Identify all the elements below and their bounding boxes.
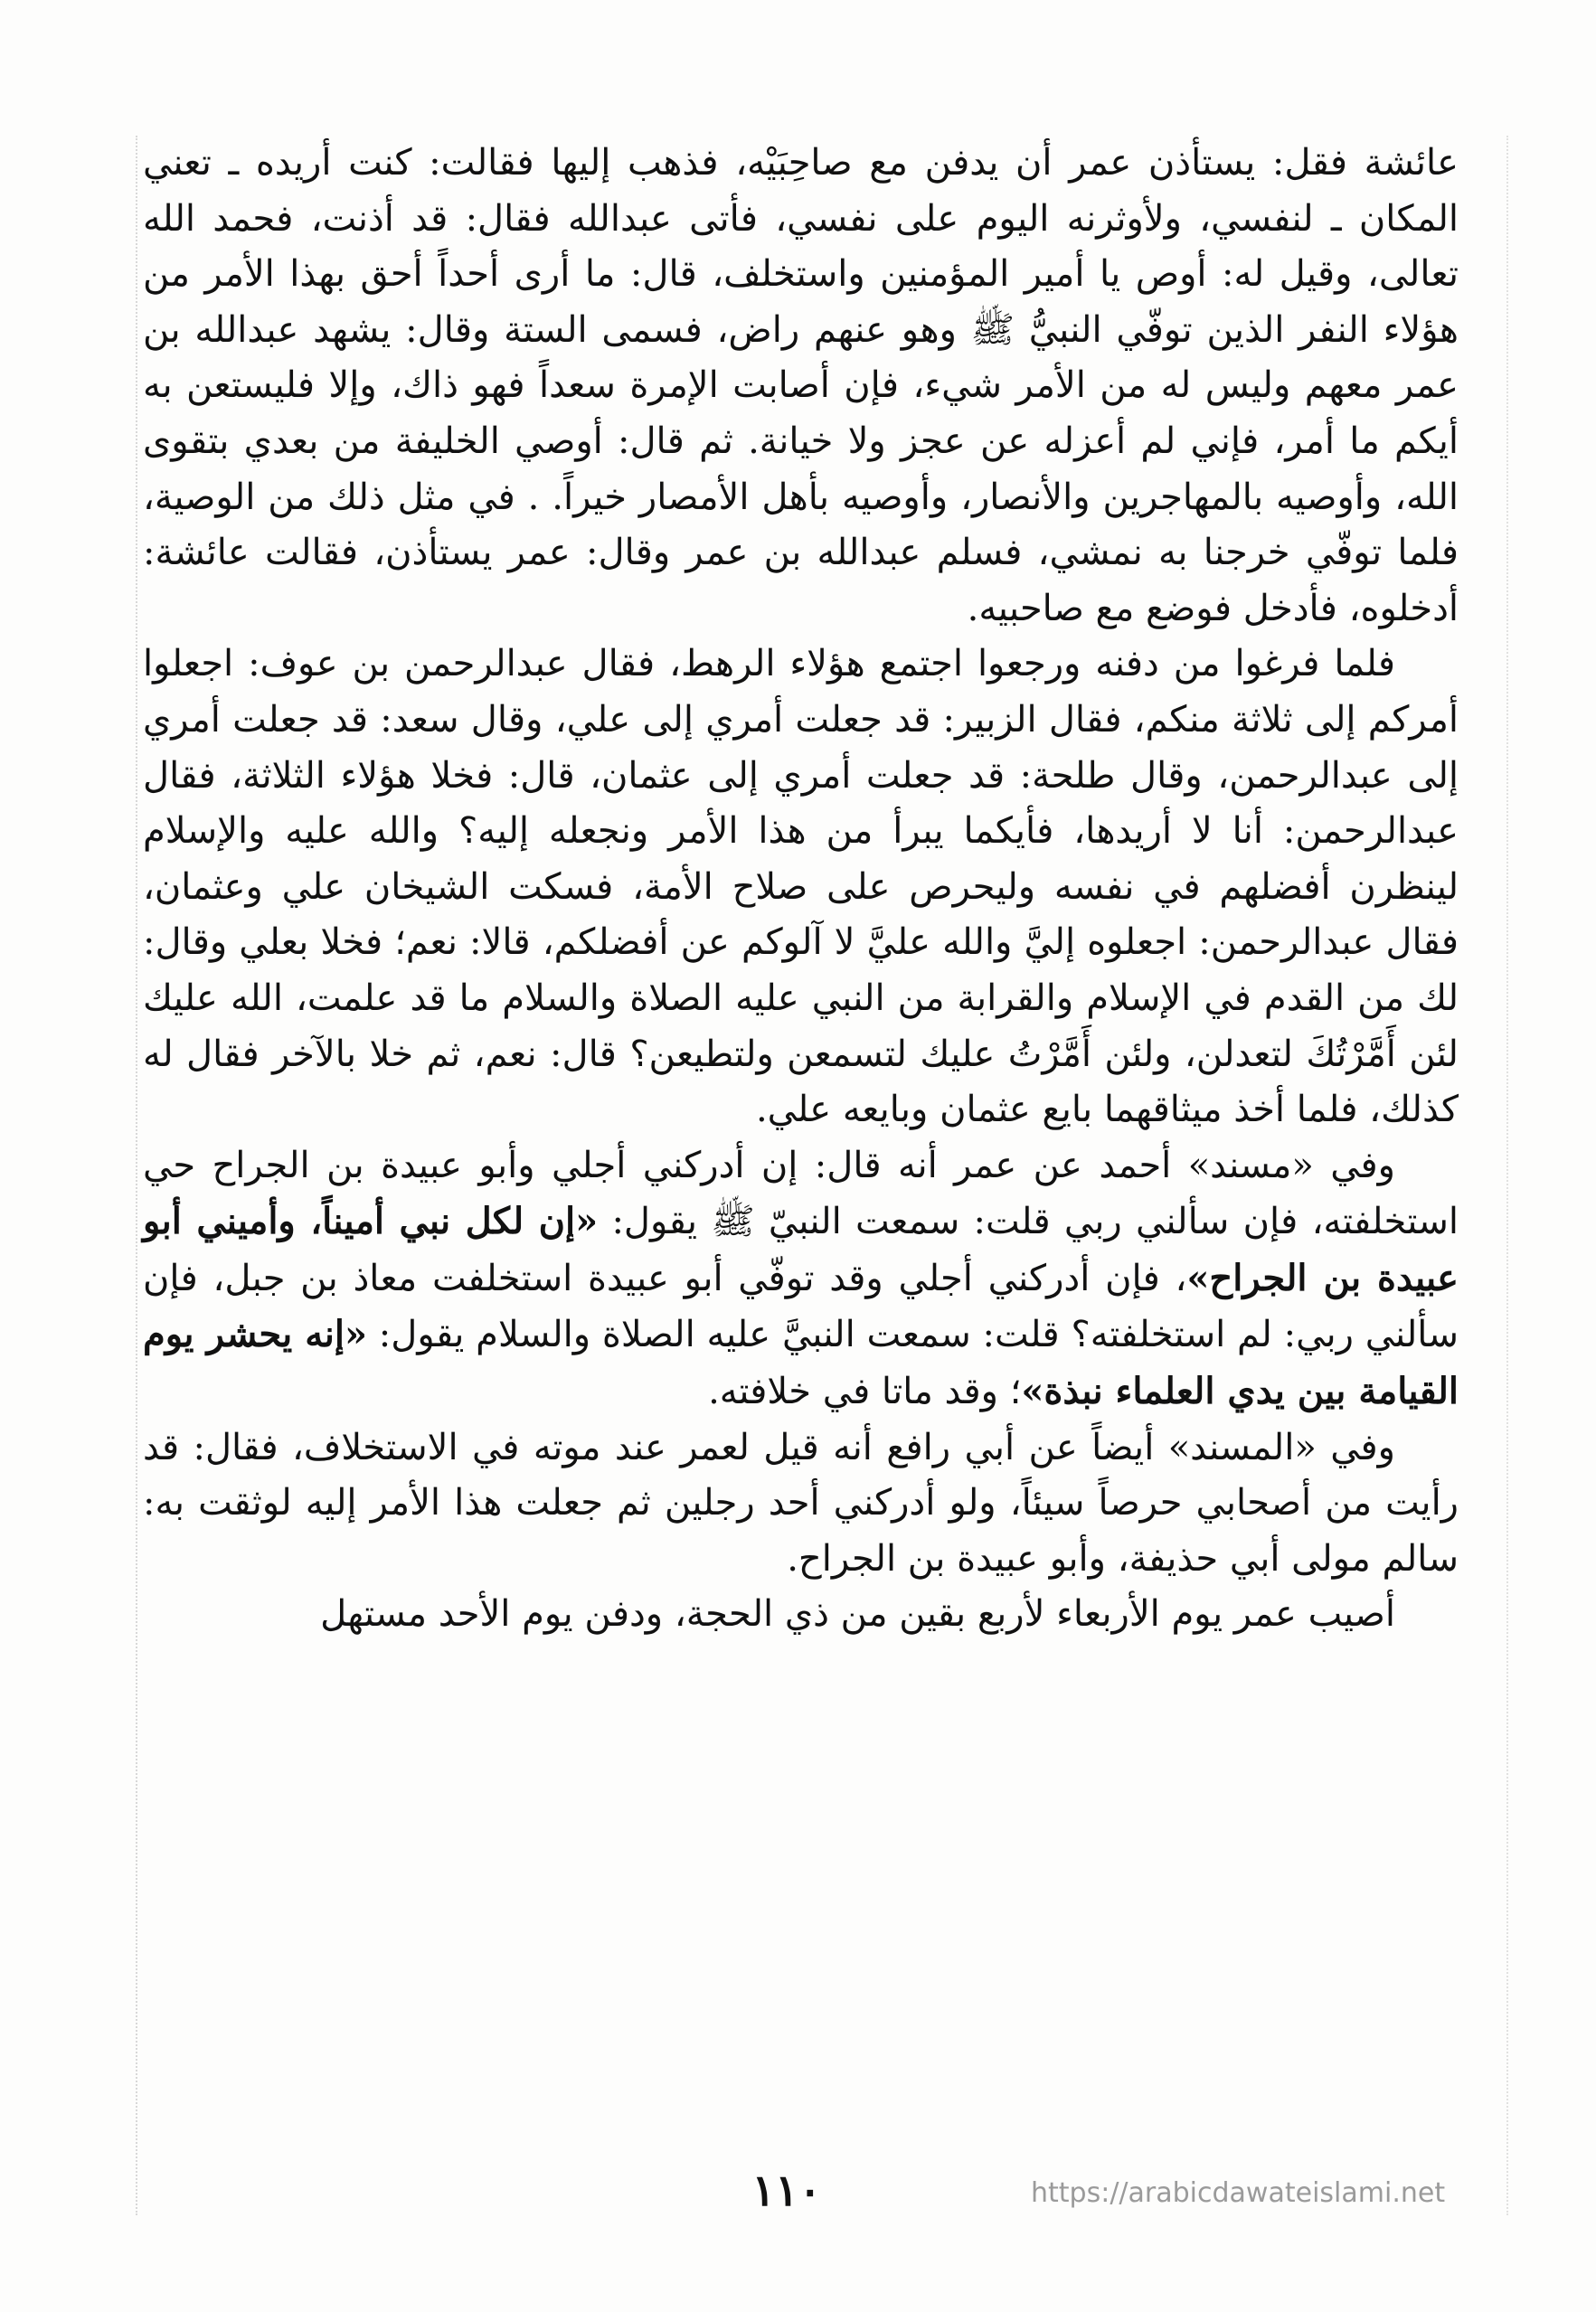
page-number: ١١٠ [751,2166,822,2216]
paragraph-text: وفي «مسند» أحمد عن عمر أنه قال: إن أدركني أجلي وأبو عبيدة بن الجراح حي استخلفته، فإن سألني ربي قلت: سمعت النبيّ ﷺ يقول: [143,1144,1459,1243]
hadith-quote: «إنه يحشر يوم القيامة بين يدي العلماء نبذة» [143,1313,1459,1413]
paragraph [143,637,1459,1137]
scan-edge-right [1501,136,1508,2215]
paragraph-text: فلما فرغوا من دفنه ورجعوا اجتمع هؤلاء الرهط، فقال عبدالرحمن بن عوف: اجعلوا أمركم إلى ثلاثة منكم، فقال الزبير: قد جعلت أمري إلى علي، وقال سعد: قد جعلت أمري إلى عبدالرحمن، وقال طلحة: قد جعلت أمري إلى عثمان، قال: فخلا هؤلاء الثلاثة، فقال عبدالرحمن: أنا لا أريدها، فأيكما يبرأ من هذا الأمر ونجعله إليه؟ والله عليه والإسلام لينظرن أفضلهم في نفسه وليحرص على صلاح الأمة، فسكت الشيخان علي وعثمان، فقال عبدالرحمن: اجعلوه إليَّ والله عليَّ لا آلوكم عن أفضلكم، قالا: نعم؛ فخلا بعلي وقال: لك من القدم في الإسلام والقرابة من النبي عليه الصلاة والسلام ما قد علمت، الله عليك لئن أَمَّرْتُكَ لتعدلن، ولئن أَمَّرْتُ عليك لتسمعن ولتطيعن؟ قال: نعم، ثم خلا بالآخر فقال له كذلك، فلما أخذ ميثاقهما بايع عثمان وبايعه علي. [143,643,1459,1131]
paragraph-text: ، فإن أدركني أجلي وقد توفّي أبو عبيدة استخلفت معاذ بن جبل، فإن سألني ربي: لم استخلفته؟ قلت: سمعت النبيَّ عليه الصلاة والسلام يقول: [143,1257,1459,1356]
scan-edge-left [136,136,143,2215]
paragraph [143,1420,1459,1588]
page-text [143,136,1459,1643]
paragraph [143,1138,1459,1420]
paragraph [143,136,1459,637]
paragraph [143,1587,1459,1643]
paragraph-text: وفي «المسند» أيضاً عن أبي رافع أنه قيل لعمر عند موته في الاستخلاف، فقال: قد رأيت من أصحابي حرصاً سيئاً، ولو أدركني أحد رجلين ثم جعلت هذا الأمر إليه لوثقت به: سالم مولى أبي حذيفة، وأبو عبيدة بن الجراح. [143,1426,1459,1580]
paragraph-text: ؛ وقد ماتا في خلافته. [708,1371,1022,1413]
hadith-quote: «إن لكل نبي أميناً، وأميني أبو عبيدة بن الجراح» [143,1200,1459,1299]
watermark-url: https://arabicdawateislami.net [1031,2177,1446,2209]
paragraph-text: عائشة فقل: يستأذن عمر أن يدفن مع صاحِبَيْه، فذهب إليها فقالت: كنت أريده ـ تعني المكان ـ لنفسي، ولأوثرنه اليوم على نفسي، فأتى عبدالله فقال: قد أذنت، فحمد الله تعالى، وقيل له: أوص يا أمير المؤمنين واستخلف، قال: ما أرى أحداً أحق بهذا الأمر من هؤلاء النفر الذين توفّي النبيُّ ﷺ وهو عنهم راض، فسمى الستة وقال: يشهد عبدالله بن عمر معهم وليس له من الأمر شيء، فإن أصابت الإمرة سعداً فهو ذاك، وإلا فليستعن به أيكم ما أمر، فإني لم أعزله عن عجز ولا خيانة. ثم قال: أوصي الخليفة من بعدي بتقوى الله، وأوصيه بالمهاجرين والأنصار، وأوصيه بأهل الأمصار خيراً. . في مثل ذلك من الوصية، فلما توفّي خرجنا به نمشي، فسلم عبدالله بن عمر وقال: عمر يستأذن، فقالت عائشة: أدخلوه، فأدخل فوضع مع صاحبيه. [143,142,1459,629]
paragraph-text: أصيب عمر يوم الأربعاء لأربع بقين من ذي الحجة، ودفن يوم الأحد مستهل [320,1593,1395,1636]
